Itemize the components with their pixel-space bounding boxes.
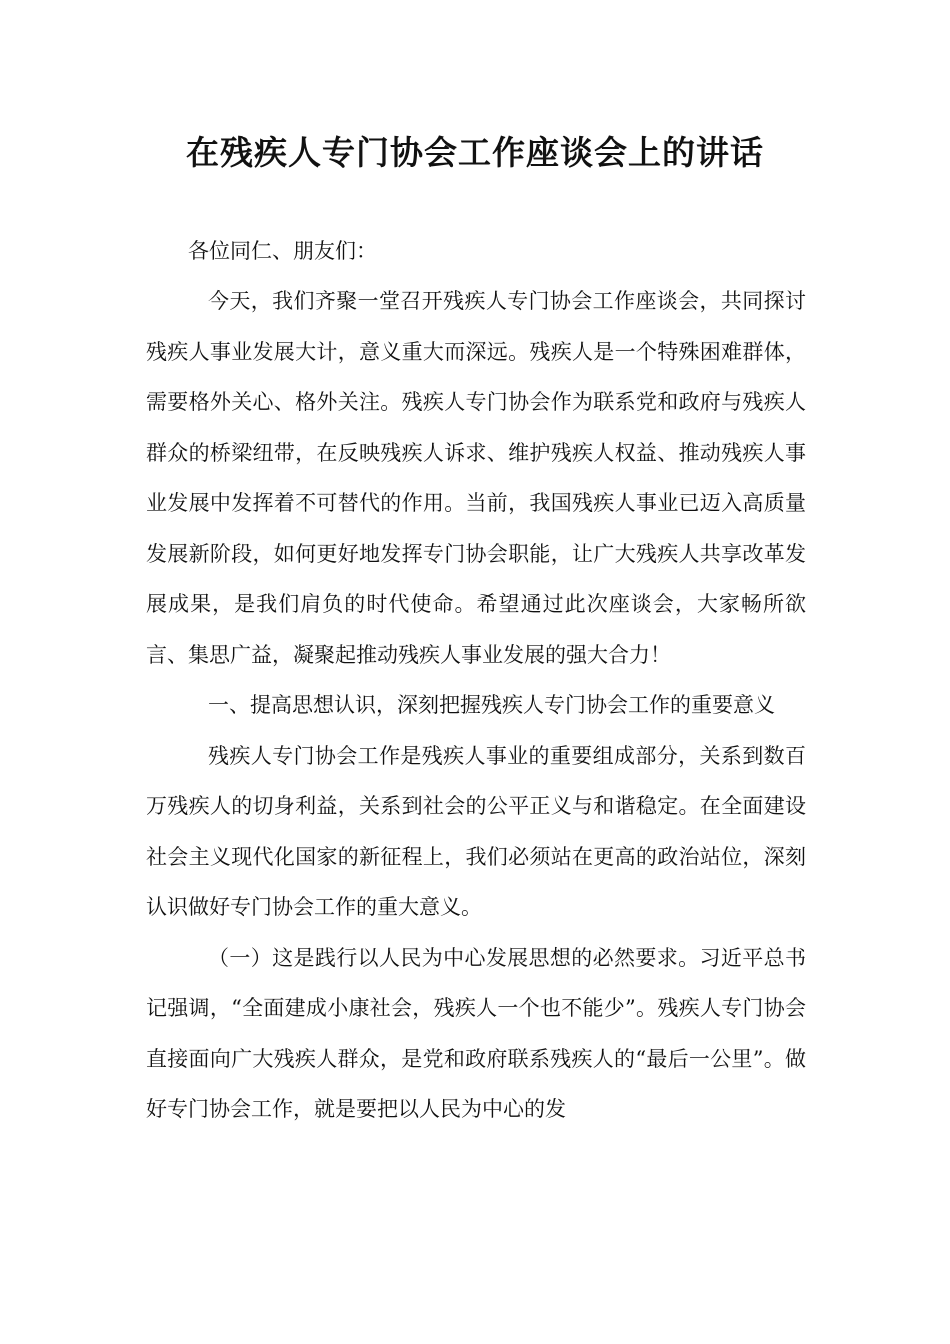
paragraph-subsection-1: （一）这是践行以人民为中心发展思想的必然要求。习近平总书记强调，“全面建成小康社会，残疾人一个也不能少”。残疾人专门协会直接面向广大残疾人群众，是党和政府联系残疾人的“最后一公里”。做好专门协会工作，就是要把以人民为中心的发 [146, 945, 806, 1121]
salutation: 各位同仁、朋友们： [188, 239, 377, 263]
section-heading-1: 一、提高思想认识，深刻把握残疾人专门协会工作的重要意义 [208, 693, 775, 717]
paragraph-section-1-intro: 残疾人专门协会工作是残疾人事业的重要组成部分，关系到数百万残疾人的切身利益，关系到社会的公平正义与和谐稳定。在全面建设社会主义现代化国家的新征程上，我们必须站在更高的政治站位，深刻认识做好专门协会工作的重大意义。 [146, 743, 806, 919]
document-body [146, 276, 806, 1135]
page-title: 在残疾人专门协会工作座谈会上的讲话 [186, 133, 764, 172]
paragraph-opening: 今天，我们齐聚一堂召开残疾人专门协会工作座谈会，共同探讨残疾人事业发展大计，意义重大而深远。残疾人是一个特殊困难群体，需要格外关心、格外关注。残疾人专门协会作为联系党和政府与残疾人群众的桥梁纽带，在反映残疾人诉求、维护残疾人权益、推动残疾人事业发展中发挥着不可替代的作用。当前，我国残疾人事业已迈入高质量发展新阶段，如何更好地发挥专门协会职能，让广大残疾人共享改革发展成果，是我们肩负的时代使命。希望通过此次座谈会，大家畅所欲言、集思广益，凝聚起推动残疾人事业发展的强大合力！ [146, 289, 806, 667]
